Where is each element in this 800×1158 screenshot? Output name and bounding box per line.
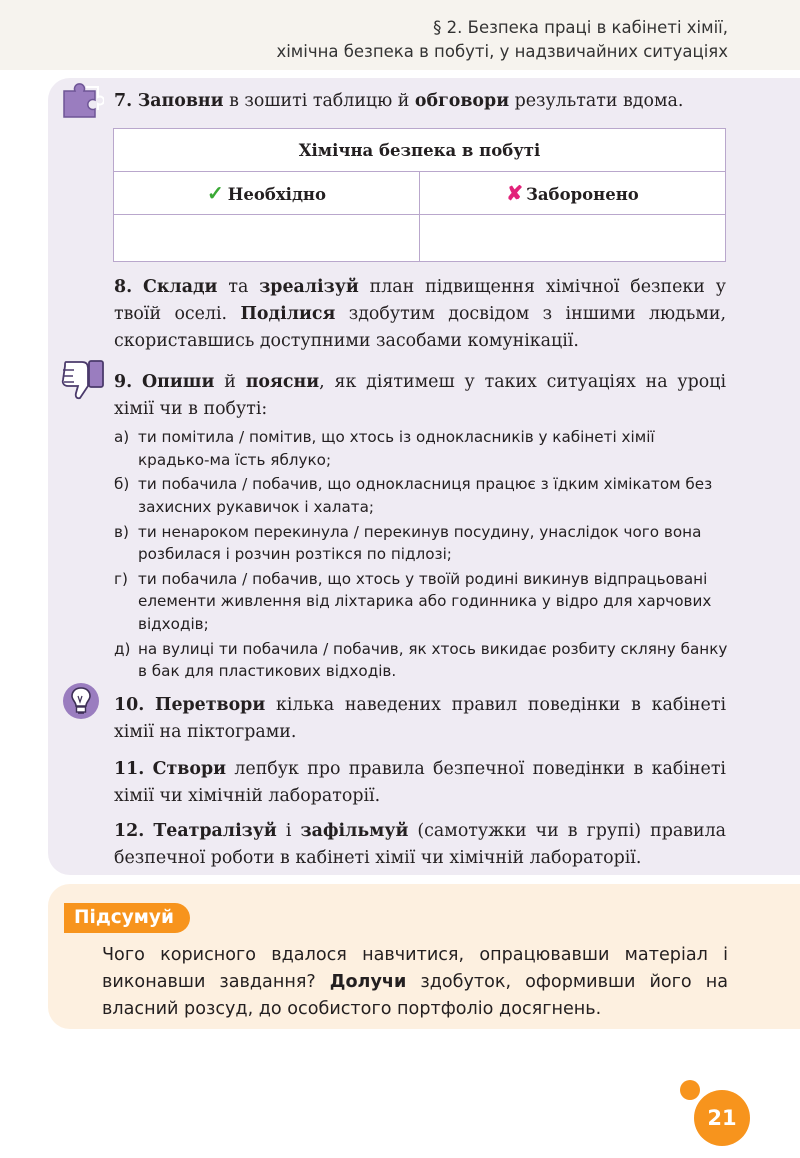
- list-item: [114, 568, 728, 636]
- task-11-number: 11.: [114, 759, 145, 779]
- task-7-tail: результати вдома.: [509, 91, 684, 111]
- task-8-mid-1: та: [217, 277, 260, 297]
- task-8: [114, 274, 726, 355]
- task-8-tail: здобутим досвідом з іншими людьми, скориставшись доступними засобами комунікації.: [114, 304, 726, 351]
- thumb-icon: [60, 358, 106, 404]
- list-item-text: на вулиці ти побачила / побачив, як хтось викидає розбиту скляну банку в бак для пластикових відходів.: [138, 639, 728, 681]
- list-item-text: ти ненароком перекинула / перекинув посудину, унаслідок чого вона розбилася і розчин розтікся по підлозі;: [138, 522, 702, 564]
- task-12-verb-2: зафільмуй: [300, 821, 409, 841]
- task-10-number: 10.: [114, 695, 145, 715]
- task-9-verb-2: поясни: [245, 372, 320, 392]
- lightbulb-icon: [62, 680, 100, 726]
- table-cell-forbidden: [420, 215, 726, 262]
- task-12-mid: і: [276, 821, 301, 841]
- task-8-verb-3: Поділися: [240, 304, 336, 324]
- task-9-mid: й: [214, 372, 246, 392]
- summary-text-end: здобуток, оформивши його на власний розсуд, до особистого портфоліо досягнень.: [102, 972, 728, 1019]
- task-8-verb-2: зреалізуй: [259, 277, 359, 297]
- task-9-number: 9.: [114, 372, 133, 392]
- task-7-verb-1: Заповни: [137, 91, 224, 111]
- task-10-verb-1: Перетвори: [155, 695, 266, 715]
- task-11-verb-1: Створи: [152, 759, 226, 779]
- table-col-allowed: [114, 172, 420, 215]
- summary-label: Підсумуй: [64, 903, 190, 933]
- running-header: [276, 16, 728, 64]
- task-12-tail: (самотужки чи в групі) правила безпечної роботи в кабінеті хімії чи хімічній лабораторії.: [114, 821, 726, 868]
- header-line-2: хімічна безпека в побуті, у надзвичайних ситуаціях: [276, 42, 728, 61]
- list-item: [114, 473, 728, 518]
- check-icon: ✓: [206, 181, 224, 205]
- task-8-number: 8.: [114, 277, 133, 297]
- task-9: [114, 369, 726, 423]
- task-12-verb-1: Театралізуй: [153, 821, 277, 841]
- task-12-number: 12.: [114, 821, 145, 841]
- list-item-letter: в): [114, 522, 129, 541]
- summary-text-start: Чого корисного вдалося навчитися, опрацювавши матеріал і виконавши завдання?: [102, 945, 728, 992]
- task-10: [114, 692, 726, 746]
- list-item-letter: а): [114, 428, 130, 446]
- puzzle-icon: [62, 83, 104, 123]
- task-10-tail: кілька наведених правил поведінки в кабінеті хімії на піктограми.: [114, 695, 727, 742]
- task-9-tail: , як діятимеш у таких ситуаціях на уроці хімії чи в побуті:: [114, 372, 727, 419]
- task-11: [114, 756, 726, 810]
- list-item-text: ти помітила / помітив, що хтось із однокласників у кабінеті хімії крадько-ма їсть яблуко;: [138, 428, 655, 469]
- header-line-1: § 2. Безпека праці в кабінеті хімії,: [433, 18, 728, 37]
- list-item-text: ти побачила / побачив, що хтось у твоїй родині викинув відпрацьовані елементи живлення від ліхтарика або годинника у відро для харчових відходів;: [138, 569, 712, 633]
- list-item: [114, 521, 728, 566]
- table-cell-allowed: [114, 215, 420, 262]
- task-8-mid-2: план підвищення хімічної безпеки у твоїй оселі.: [114, 277, 726, 324]
- page-number-dot: [680, 1080, 700, 1100]
- cross-icon: ✘: [506, 181, 523, 205]
- list-item-letter: б): [114, 475, 130, 494]
- list-item: [114, 638, 728, 683]
- task-7-verb-2: обговори: [414, 91, 510, 111]
- summary-verb: Долучи: [329, 972, 407, 992]
- list-item-letter: д): [114, 639, 131, 658]
- list-item-letter: г): [114, 569, 128, 588]
- list-item: [114, 426, 728, 471]
- page-number: 21: [694, 1090, 750, 1146]
- task-7-mid: в зошиті таблицю й: [223, 91, 415, 111]
- table-col-forbidden-label: Заборонено: [525, 185, 639, 204]
- summary-text: [102, 942, 728, 1023]
- task-12: [114, 818, 726, 872]
- task-7: [114, 88, 726, 115]
- task-11-tail: лепбук про правила безпечної поведінки в кабінеті хімії чи хімічній лабораторії.: [114, 759, 726, 806]
- list-item-text: ти побачила / побачив, що однокласниця працює з їдким хімікатом без захисних рукавичок і халата;: [138, 475, 713, 516]
- task-8-verb-1: Склади: [143, 277, 218, 297]
- table-col-forbidden: [420, 172, 726, 215]
- table-title: Хімічна безпека в побуті: [114, 129, 726, 172]
- task-7-number: 7.: [114, 91, 133, 111]
- task-9-list: [114, 426, 728, 685]
- task-9-verb-1: Опиши: [142, 372, 215, 392]
- table-col-allowed-label: Необхідно: [227, 185, 327, 204]
- safety-table: [113, 128, 726, 262]
